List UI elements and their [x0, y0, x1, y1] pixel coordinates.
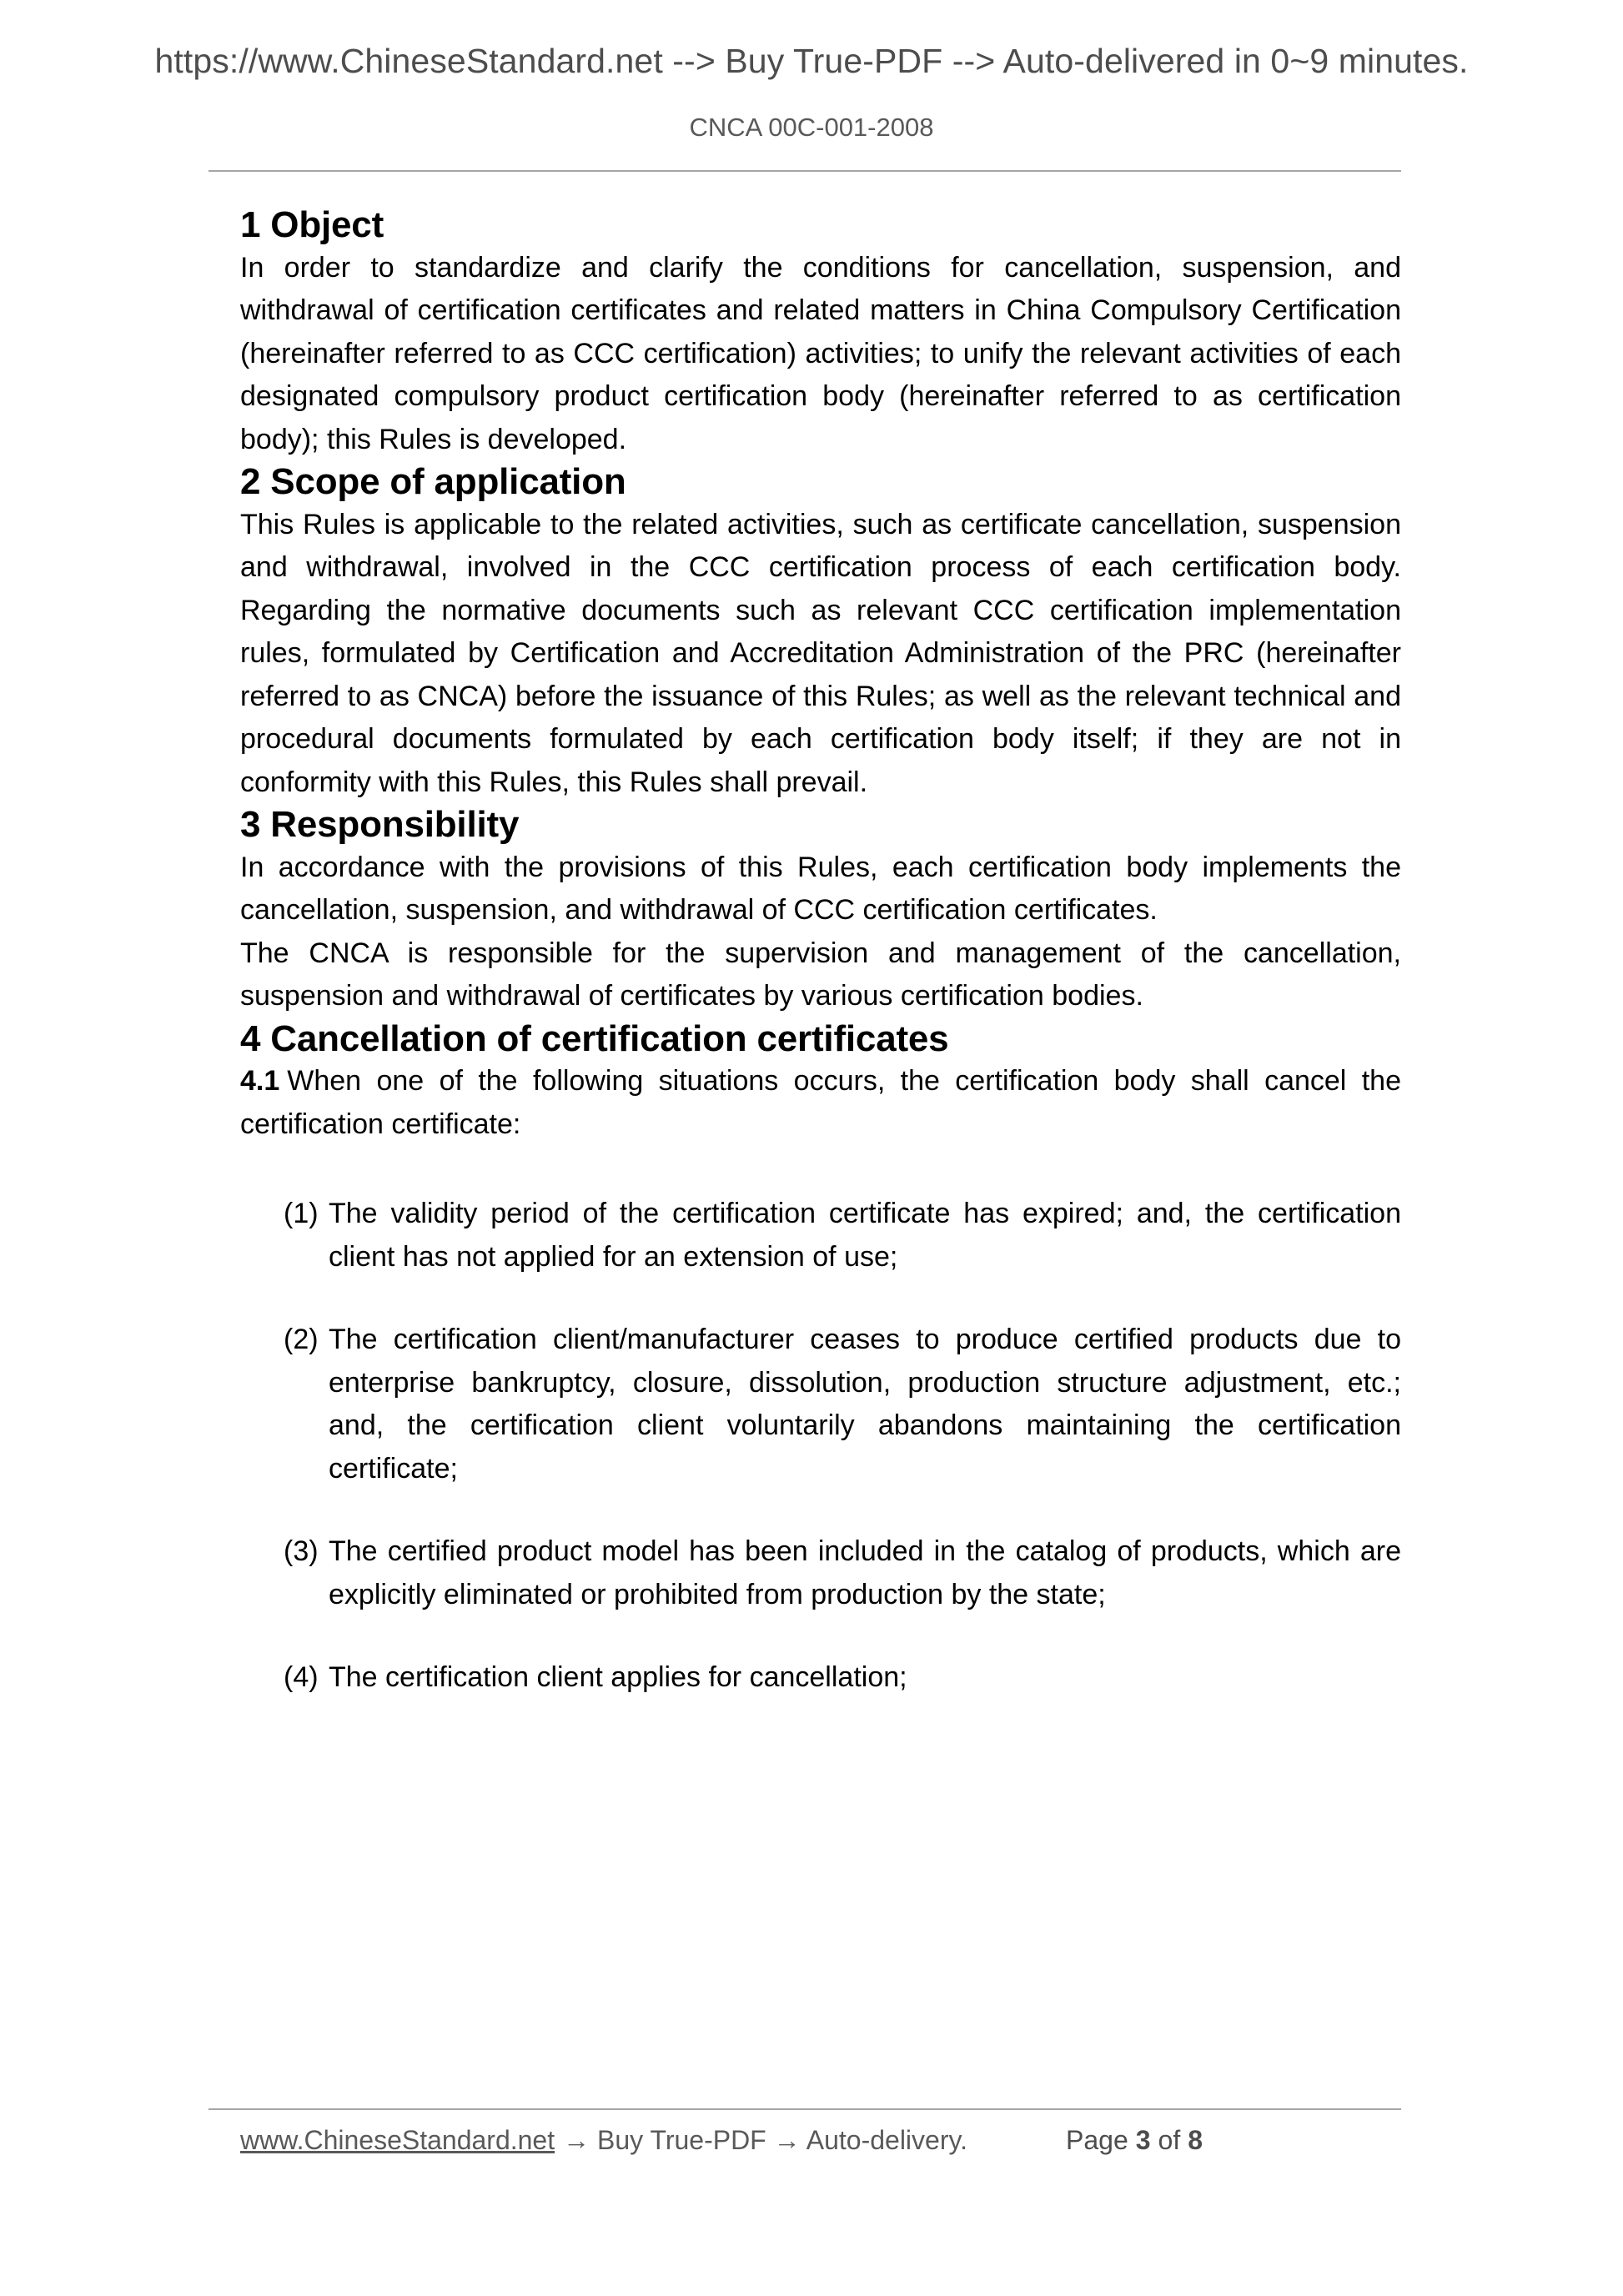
list-item-marker: (1)	[284, 1198, 319, 1230]
list-item	[240, 1193, 1401, 1279]
list-item	[240, 1656, 1401, 1700]
list-item-text: The certification client applies for cancellation;	[329, 1661, 907, 1694]
section-3-paragraph-2: The CNCA is responsible for the supervision and management of the cancellation, suspension and withdrawal of certificates by various certification bodies.	[240, 937, 1401, 1012]
cancellation-conditions-list	[240, 1193, 1401, 1700]
running-head-standard-number: CNCA 00C-001-2008	[689, 113, 934, 142]
page-indicator	[1066, 2125, 1203, 2156]
clause-4-1	[240, 1060, 1401, 1146]
section-2-paragraph-1: This Rules is applicable to the related activities, such as certificate cancellation, suspension and withdrawal, involved in the CCC certification process of each certification body. Regarding the normative documents such as relevant CCC certification implementation rules, formulated by Certification and Accreditation Administration of the PRC (hereinafter referred to as CNCA) before the issuance of this Rules; as well as the relevant technical and procedural documents formulated by each certification body itself; if they are not in conformity with this Rules, this Rules shall prevail.	[240, 508, 1401, 798]
section-heading-scope: 2 Scope of application	[240, 461, 626, 503]
footer-tagline: → Buy True-PDF → Auto-delivery.	[563, 2125, 967, 2155]
page-footer	[240, 2125, 1401, 2156]
clause-4-1-text: When one of the following situations occurs, the certification body shall cancel the certification certificate:	[240, 1065, 1401, 1140]
footer-site-link[interactable]: www.ChineseStandard.net	[240, 2125, 555, 2155]
page-total: 8	[1188, 2125, 1203, 2155]
header-divider	[209, 170, 1401, 172]
footer-divider	[209, 2108, 1401, 2110]
list-item-text: The certified product model has been included in the catalog of products, which are explicitly eliminated or prohibited from production by the state;	[329, 1535, 1401, 1610]
list-item	[240, 1319, 1401, 1490]
page-of-label: of	[1158, 2125, 1181, 2155]
page-label: Page	[1066, 2125, 1128, 2155]
section-heading-cancellation: 4 Cancellation of certification certificates	[240, 1017, 949, 1059]
list-item-marker: (2)	[284, 1324, 319, 1356]
section-heading-responsibility: 3 Responsibility	[240, 804, 520, 846]
list-item-marker: (4)	[284, 1661, 319, 1694]
section-1-paragraph-1: In order to standardize and clarify the conditions for cancellation, suspension, and withdrawal of certification certificates and related matters in China Compulsory Certification (hereinafter referred to as CCC certification) activities; to unify the relevant activities of each designated compulsory product certification body (hereinafter referred to as certification body); this Rules is developed.	[240, 251, 1401, 455]
section-heading-object: 1 Object	[240, 204, 384, 245]
list-item-text: The certification client/manufacturer ceases to produce certified products due to enterprise bankruptcy, closure, dissolution, production structure adjustment, etc.; and, the certification client voluntarily abandons maintaining the certification certificate;	[329, 1324, 1401, 1485]
list-item-marker: (3)	[284, 1535, 319, 1568]
clause-4-1-number: 4.1	[240, 1065, 280, 1098]
section-3-paragraph-1: In accordance with the provisions of this Rules, each certification body implements the cancellation, suspension, and withdrawal of CCC certification certificates.	[240, 851, 1401, 927]
promo-banner: https://www.ChineseStandard.net --> Buy True-PDF --> Auto-delivered in 0~9 minutes.	[154, 42, 1469, 80]
list-item-text: The validity period of the certification certificate has expired; and, the certification client has not applied for an extension of use;	[329, 1198, 1401, 1273]
document-body	[240, 204, 1401, 1700]
list-item	[240, 1530, 1401, 1616]
page-number: 3	[1135, 2125, 1151, 2155]
